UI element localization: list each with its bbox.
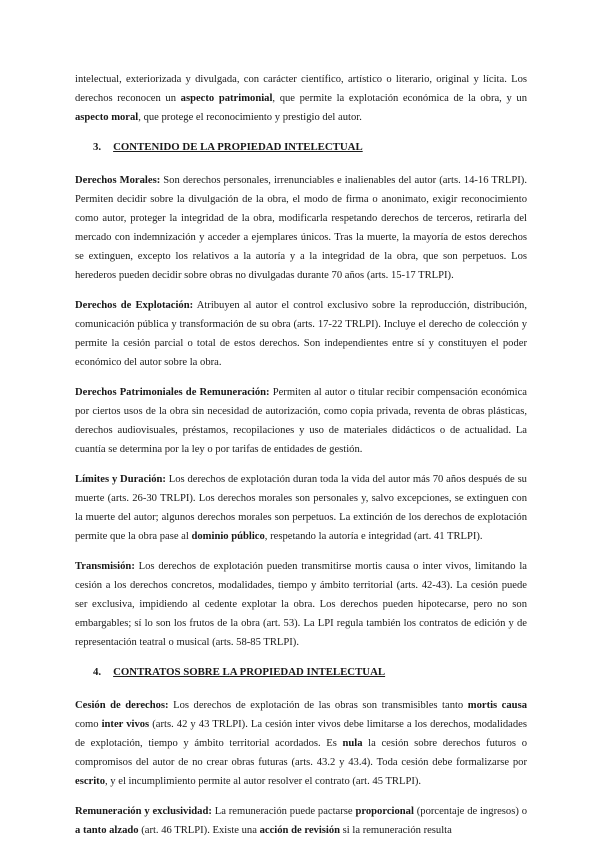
intro-text-2: , que permite la explotación económica de la obra, y un (272, 93, 527, 104)
remuneracion-label: Remuneración y exclusividad: (75, 806, 212, 817)
section-4-number: 4. (93, 666, 102, 678)
remuneracion-text-4: si la remuneración resulta (340, 825, 452, 836)
transmision-paragraph (75, 557, 527, 652)
remuneracion-text-2: (porcentaje de ingresos) o (413, 806, 527, 817)
document-page (75, 70, 527, 851)
remuneracion-paragraph (75, 802, 527, 840)
cesion-text-1: Los derechos de explotación de las obras son transmisibles tanto (168, 700, 468, 711)
cesion-text-4: la cesión sobre derechos futuros o compromisos del autor de no crear obras futuras (arts. 43.2 y 43.4). Toda cesión debe formalizarse por (75, 738, 527, 768)
intro-bold-patrimonial: aspecto patrimonial (180, 93, 273, 104)
remuneracion-derechos-text: Permiten al autor o titular recibir compensación económica por ciertos usos de la obra sin necesidad de autorización, como copia privada, reventa de obras plásticas, derechos audiovisuales, préstamos, recopilaciones y uso de materiales didácticos o de actualidad. La cuantía se determina por la ley o por tarifas de entidades de gestión. (75, 387, 527, 455)
remuneracion-derechos-label: Derechos Patrimoniales de Remuneración: (75, 387, 270, 398)
remuneracion-bold-revision: acción de revisión (259, 825, 341, 836)
section-4-heading (93, 663, 527, 682)
intro-text-3: , que protege el reconocimiento y prestigio del autor. (138, 112, 362, 123)
section-3-heading (93, 138, 527, 157)
morales-label: Derechos Morales: (75, 175, 161, 186)
cesion-bold-nula: nula (342, 738, 363, 749)
morales-paragraph (75, 171, 527, 285)
remuneracion-bold-proporcional: proporcional (355, 806, 414, 817)
explotacion-paragraph (75, 296, 527, 372)
limites-text-2: , respetando la autoría e integridad (art. 41 TRLPI). (264, 531, 483, 542)
explotacion-label: Derechos de Explotación: (75, 300, 194, 311)
remuneracion-text-3: (art. 46 TRLPI). Existe una (138, 825, 260, 836)
limites-paragraph (75, 470, 527, 546)
remuneracion-bold-alzado: a tanto alzado (75, 825, 139, 836)
morales-text: Son derechos personales, irrenunciables e inalienables del autor (arts. 14-16 TRLPI). Permiten decidir sobre la divulgación de la obra, el modo de firma o anonimato, exigir reconocimiento como autor, proteger la integridad de la obra, modificarla respetando derechos de terceros, retirarla del mercado con indemnización y acceder a ejemplares únicos. Tras la muerte, la mayoría de estos derechos se extinguen, excepto los relativos a la autoría y a la integridad de la obra, que son perpetuos. Los herederos pueden decidir sobre obras no divulgadas durante 70 años (arts. 15-17 TRLPI). (75, 175, 527, 281)
remuneracion-derechos-paragraph (75, 383, 527, 459)
intro-text-1: intelectual, exteriorizada y divulgada, con carácter científico, artístico o literario, original y lícita. Los derechos reconocen un (75, 74, 527, 104)
cesion-paragraph (75, 696, 527, 791)
cesion-label: Cesión de derechos: (75, 700, 169, 711)
cesion-bold-escrito: escrito (75, 776, 105, 787)
section-3-number: 3. (93, 141, 102, 153)
intro-paragraph (75, 70, 527, 127)
limites-text-1: Los derechos de explotación duran toda la vida del autor más 70 años después de su muerte (arts. 26-30 TRLPI). Los derechos morales son personales y, salvo excepciones, se extinguen con la muerte del autor; algunos derechos morales son perpetuos. La extinción de los derechos de explotación permite que la obra pase al (75, 474, 527, 542)
transmision-label: Transmisión: (75, 561, 135, 572)
cesion-text-2: como (75, 719, 102, 730)
cesion-text-5: , y el incumplimiento permite al autor resolver el contrato (art. 45 TRLPI). (105, 776, 422, 787)
cesion-bold-inter: inter vivos (101, 719, 150, 730)
cesion-bold-mortis: mortis causa (467, 700, 527, 711)
cesion-text-3: (arts. 42 y 43 TRLPI). La cesión inter vivos debe limitarse a los derechos, modalidades de explotación, tiempo y ámbito territorial acordados. Es (75, 719, 527, 749)
section-3-title: CONTENIDO DE LA PROPIEDAD INTELECTUAL (113, 141, 363, 153)
limites-label: Límites y Duración: (75, 474, 166, 485)
remuneracion-text-1: La remuneración puede pactarse (211, 806, 356, 817)
intro-bold-moral: aspecto moral (75, 112, 139, 123)
limites-bold-dominio: dominio público (191, 531, 265, 542)
transmision-text: Los derechos de explotación pueden transmitirse mortis causa o inter vivos, limitando la cesión a los derechos concretos, modalidades, tiempo y ámbito territorial (arts. 42-43). La cesión puede ser exclusiva, impidiendo al cedente explotar la obra. Los derechos pueden hipotecarse, pero no son embargables; sí lo son los frutos de la obra (art. 53). La LPI regula también los contratos de edición y de representación teatral o musical (arts. 58-85 TRLPI). (75, 561, 527, 648)
section-4-title: CONTRATOS SOBRE LA PROPIEDAD INTELECTUAL (113, 666, 386, 678)
explotacion-text: Atribuyen al autor el control exclusivo sobre la reproducción, distribución, comunicación pública y transformación de su obra (arts. 17-22 TRLPI). Incluye el derecho de colección y permite la cesión parcial o total de estos derechos. Son independientes entre sí y constituyen el poder económico del autor sobre la obra. (75, 300, 527, 368)
